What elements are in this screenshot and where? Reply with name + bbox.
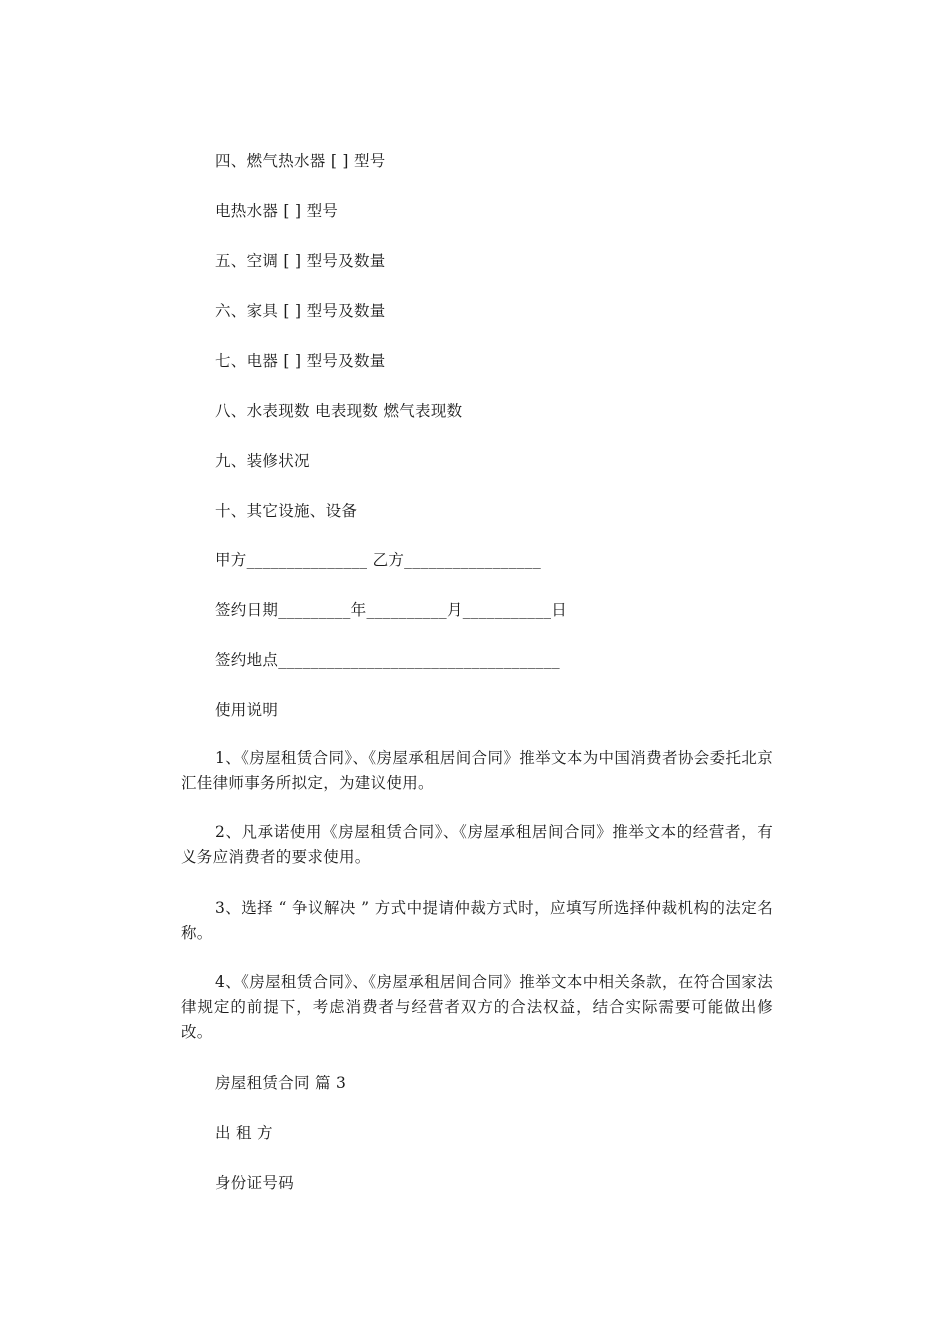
id-number-label: 身份证号码 <box>215 1174 295 1192</box>
item-gas-water-heater: 四、燃气热水器 [ ] 型号 <box>215 152 386 170</box>
usage-note-2: 2、凡承诺使用《房屋租赁合同》、《房屋承租居间合同》推举文本的经营者，有义务应消费者的要求使用。 <box>181 823 773 866</box>
signature-parties: 甲方_______________ 乙方_________________ <box>215 551 542 569</box>
item-air-conditioner: 五、空调 [ ] 型号及数量 <box>215 252 386 270</box>
item-decoration-status: 九、装修状况 <box>215 452 310 470</box>
item-other-facilities: 十、其它设施、设备 <box>215 502 358 520</box>
usage-note-3: 3、选择 “ 争议解决 ” 方式中提请仲裁方式时，应填写所选择仲裁机构的法定名称。 <box>181 899 773 942</box>
item-electric-water-heater: 电热水器 [ ] 型号 <box>215 202 339 220</box>
usage-note-4: 4、《房屋租赁合同》、《房屋承租居间合同》推举文本中相关条款，在符合国家法律规定的前提下，考虑消费者与经营者双方的合法权益，结合实际需要可能做出修改。 <box>181 973 773 1041</box>
usage-instructions-heading: 使用说明 <box>215 701 279 719</box>
item-furniture: 六、家具 [ ] 型号及数量 <box>215 302 386 320</box>
item-meter-readings: 八、水表现数 电表现数 燃气表现数 <box>215 402 463 420</box>
item-appliances: 七、电器 [ ] 型号及数量 <box>215 352 386 370</box>
section-3-title: 房屋租赁合同 篇 3 <box>215 1074 347 1092</box>
usage-note-1: 1、《房屋租赁合同》、《房屋承租居间合同》推举文本为中国消费者协会委托北京汇佳律师事务所拟定，为建议使用。 <box>181 749 773 792</box>
lessor-label: 出 租 方 <box>215 1124 273 1142</box>
signing-date: 签约日期_________年__________月___________日 <box>215 601 568 619</box>
signing-place: 签约地点___________________________________ <box>215 651 560 669</box>
